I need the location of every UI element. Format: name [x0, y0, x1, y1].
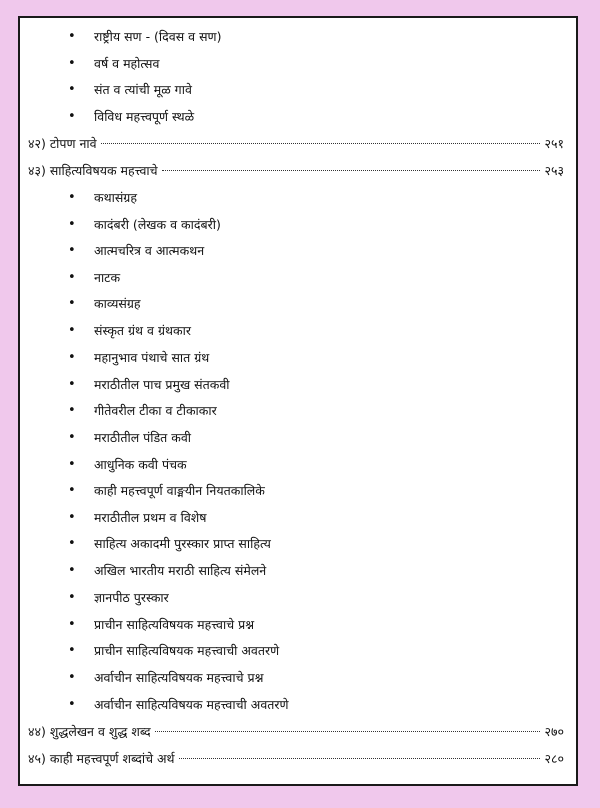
toc-item-label: महानुभाव पंथाचे सात ग्रंथ [94, 350, 210, 365]
toc-bullet-item [20, 640, 576, 662]
toc-bullet-item [20, 347, 576, 369]
toc-item-label: मराठीतील पाच प्रमुख संतकवी [94, 377, 230, 392]
bullet-icon: • [68, 243, 76, 258]
dot-leader [101, 143, 541, 144]
toc-item-label: मराठीतील पंडित कवी [94, 430, 192, 445]
toc-bullet-item [20, 320, 576, 342]
bullet-icon: • [68, 483, 76, 498]
bullet-icon: • [68, 563, 76, 578]
toc-item-label: काव्यसंग्रह [94, 296, 141, 311]
chapter-page-number: २८० [544, 751, 564, 766]
chapter-page-number: २५१ [544, 136, 564, 151]
toc-chapter-entry [20, 160, 576, 182]
chapter-page-number: २७० [544, 724, 564, 739]
chapter-line [28, 160, 564, 182]
bullet-icon: • [68, 590, 76, 605]
bullet-icon: • [68, 109, 76, 124]
bullet-icon: • [68, 190, 76, 205]
toc-item-label: प्राचीन साहित्यविषयक महत्त्वाचे प्रश्न [94, 617, 255, 632]
toc-item-label: राष्ट्रीय सण - (दिवस व सण) [94, 29, 222, 44]
bullet-icon: • [68, 643, 76, 658]
toc-item-label: ज्ञानपीठ पुरस्कार [94, 590, 169, 605]
toc-bullet-item [20, 267, 576, 289]
toc-bullet-item [20, 53, 576, 75]
toc-item-label: साहित्य अकादमी पुरस्कार प्राप्त साहित्य [94, 536, 271, 551]
toc-item-label: काही महत्त्वपूर्ण वाङ्मयीन नियतकालिके [94, 483, 265, 498]
bullet-icon: • [68, 350, 76, 365]
toc-item-label: विविध महत्त्वपूर्ण स्थळे [94, 109, 195, 124]
toc-item-label: आत्मचरित्र व आत्मकथन [94, 243, 205, 258]
toc-item-label: गीतेवरील टीका व टीकाकार [94, 403, 217, 418]
toc-bullet-item [20, 694, 576, 716]
toc-item-label: संस्कृत ग्रंथ व ग्रंथकार [94, 323, 191, 338]
toc-item-label: कथासंग्रह [94, 190, 137, 205]
toc-bullet-item [20, 400, 576, 422]
toc-bullet-item [20, 106, 576, 128]
chapter-title: ४३) साहित्यविषयक महत्त्वाचे [28, 163, 158, 178]
chapter-page-number: २५३ [544, 163, 564, 178]
toc-item-label: प्राचीन साहित्यविषयक महत्त्वाची अवतरणे [94, 643, 280, 658]
chapter-line [28, 133, 564, 155]
toc-bullet-item [20, 187, 576, 209]
toc-bullet-item [20, 374, 576, 396]
bullet-icon: • [68, 697, 76, 712]
toc-bullet-item [20, 26, 576, 48]
bullet-icon: • [68, 82, 76, 97]
bullet-icon: • [68, 56, 76, 71]
dot-leader [162, 170, 541, 171]
bullet-icon: • [68, 670, 76, 685]
bullet-icon: • [68, 296, 76, 311]
toc-item-label: आधुनिक कवी पंचक [94, 457, 187, 472]
toc-chapter-entry [20, 721, 576, 743]
bullet-icon: • [68, 403, 76, 418]
toc-item-label: नाटक [94, 270, 121, 285]
toc-item-label: अखिल भारतीय मराठी साहित्य संमेलने [94, 563, 267, 578]
toc-bullet-item [20, 507, 576, 529]
toc-bullet-item [20, 240, 576, 262]
chapter-title: ४२) टोपण नावे [28, 136, 97, 151]
bullet-icon: • [68, 377, 76, 392]
toc-bullet-item [20, 454, 576, 476]
toc-bullet-item [20, 293, 576, 315]
toc-bullet-item [20, 427, 576, 449]
toc-bullet-item [20, 587, 576, 609]
chapter-line [28, 721, 564, 743]
bullet-icon: • [68, 323, 76, 338]
chapter-line [28, 748, 564, 770]
toc-item-label: मराठीतील प्रथम व विशेष [94, 510, 207, 525]
dot-leader [155, 731, 541, 732]
chapter-title: ४५) काही महत्त्वपूर्ण शब्दांचे अर्थ [28, 751, 175, 766]
toc-bullet-item [20, 214, 576, 236]
dot-leader [179, 758, 541, 759]
toc-bullet-item [20, 560, 576, 582]
bullet-icon: • [68, 510, 76, 525]
bullet-icon: • [68, 29, 76, 44]
toc-bullet-item [20, 614, 576, 636]
toc-bullet-item [20, 667, 576, 689]
toc-item-label: वर्ष व महोत्सव [94, 56, 160, 71]
toc-item-label: कादंबरी (लेखक व कादंबरी) [94, 217, 221, 232]
bullet-icon: • [68, 536, 76, 551]
toc-bullet-item [20, 79, 576, 101]
toc-item-label: अर्वाचीन साहित्यविषयक महत्त्वाची अवतरणे [94, 697, 289, 712]
bullet-icon: • [68, 217, 76, 232]
bullet-icon: • [68, 270, 76, 285]
toc-chapter-entry [20, 133, 576, 155]
toc-chapter-entry [20, 748, 576, 770]
bullet-icon: • [68, 617, 76, 632]
bullet-icon: • [68, 457, 76, 472]
toc-item-label: संत व त्यांची मूळ गावे [94, 82, 192, 97]
toc-page [18, 16, 578, 786]
bullet-icon: • [68, 430, 76, 445]
toc-bullet-item [20, 480, 576, 502]
toc-item-label: अर्वाचीन साहित्यविषयक महत्त्वाचे प्रश्न [94, 670, 264, 685]
toc-bullet-item [20, 533, 576, 555]
chapter-title: ४४) शुद्धलेखन व शुद्ध शब्द [28, 724, 151, 739]
